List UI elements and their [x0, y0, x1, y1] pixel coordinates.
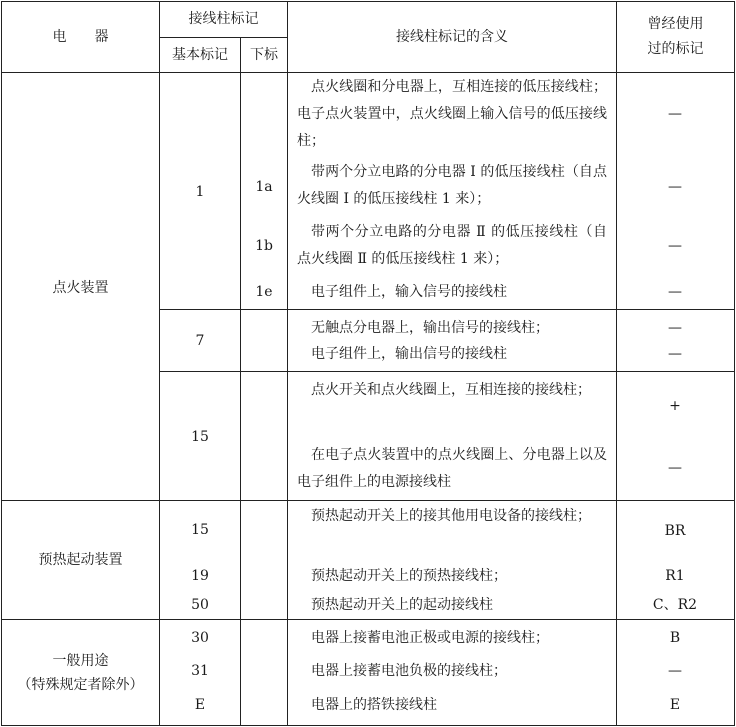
basic-mark-cell: 7 [195, 333, 205, 349]
column-divider [240, 37, 241, 726]
sub-mark-cell: 1b [255, 238, 273, 254]
meaning-cell: 预热起动开关上的起动接线柱 [311, 597, 493, 613]
former-mark-cell: — [668, 346, 682, 362]
former-mark-cell: R1 [665, 568, 685, 584]
header-former-mark: 过的标记 [647, 41, 704, 57]
former-mark-cell: — [668, 460, 682, 476]
former-mark-cell: B [669, 630, 681, 646]
basic-mark-cell: 15 [191, 429, 209, 445]
meaning-cell: 点火开关和点火线圈上，互相连接的接线柱； [311, 382, 591, 398]
row-divider [159, 309, 735, 310]
former-mark-cell: — [668, 238, 682, 254]
table-left-border [1, 1, 2, 726]
former-mark-cell: C、R2 [652, 597, 698, 613]
former-mark-cell: + [669, 398, 681, 414]
table-bottom-border [1, 725, 735, 726]
former-mark-cell: — [668, 320, 682, 336]
table-right-border [734, 1, 735, 726]
header-terminal-mark: 接线柱标记 [188, 11, 259, 27]
meaning-cell: 带两个分立电路的分电器 Ⅱ 的低压接线柱（自点火线圈 Ⅱ 的低压接线柱 1 来）； [297, 224, 607, 267]
group-divider [1, 500, 735, 501]
header-former-mark: 曾经使用 [647, 16, 704, 32]
meaning-cell: 电器上的搭铁接线柱 [311, 697, 437, 713]
column-divider [287, 1, 288, 726]
sub-mark-cell: 1a [255, 179, 273, 195]
meaning-cell: 无触点分电器上，输出信号的接线柱； [311, 320, 549, 336]
meaning-cell: 预热起动开关上的接其他用电设备的接线柱； [311, 508, 591, 524]
sub-mark-cell: 1e [255, 284, 273, 300]
basic-mark-cell: 50 [191, 597, 209, 613]
former-mark-cell: — [668, 106, 682, 122]
meaning-cell: 点火线圈和分电器上，互相连接的低压接线柱；电子点火装置中，点火线圈上输入信号的低压接线柱； [297, 79, 607, 149]
former-mark-cell: E [669, 697, 681, 713]
basic-mark-cell: 31 [191, 663, 209, 679]
meaning-cell: 电器上接蓄电池负极的接线柱； [311, 663, 507, 679]
basic-mark-cell: E [194, 697, 206, 713]
meaning-cell: 带两个分立电路的分电器 Ⅰ 的低压接线柱（自点火线圈 Ⅰ 的低压接线柱 1 来）； [297, 164, 607, 207]
device-label: （特殊规定者除外） [17, 677, 144, 693]
device-label: 点火装置 [52, 280, 109, 296]
former-mark-cell: BR [664, 523, 686, 539]
header-bottom-border [1, 72, 735, 73]
header-meaning: 接线柱标记的含义 [396, 29, 508, 45]
meaning-cell: 电器上接蓄电池正极或电源的接线柱； [311, 630, 549, 646]
group-divider [1, 619, 735, 620]
former-mark-cell: — [668, 284, 682, 300]
basic-mark-cell: 30 [191, 630, 209, 646]
header-device: 电 器 [52, 29, 109, 45]
table-top-border [1, 1, 735, 2]
former-mark-cell: — [668, 179, 682, 195]
row-divider [159, 371, 735, 372]
basic-mark-cell: 15 [191, 522, 209, 538]
basic-mark-cell: 1 [195, 184, 205, 200]
meaning-cell: 预热起动开关上的预热接线柱； [311, 568, 507, 584]
header-basic-mark: 基本标记 [172, 47, 228, 63]
header-sub-mark: 下标 [250, 47, 278, 63]
device-label: 预热起动装置 [38, 552, 123, 568]
former-mark-cell: — [668, 663, 682, 679]
basic-mark-cell: 19 [191, 568, 209, 584]
header-subdivider [159, 37, 287, 38]
device-label: 一般用途 [52, 653, 109, 669]
meaning-cell: 电子组件上，输出信号的接线柱 [311, 346, 507, 362]
meaning-cell: 电子组件上，输入信号的接线柱 [311, 284, 507, 300]
meaning-cell: 在电子点火装置中的点火线圈上、分电器上以及电子组件上的电源接线柱 [297, 447, 607, 490]
